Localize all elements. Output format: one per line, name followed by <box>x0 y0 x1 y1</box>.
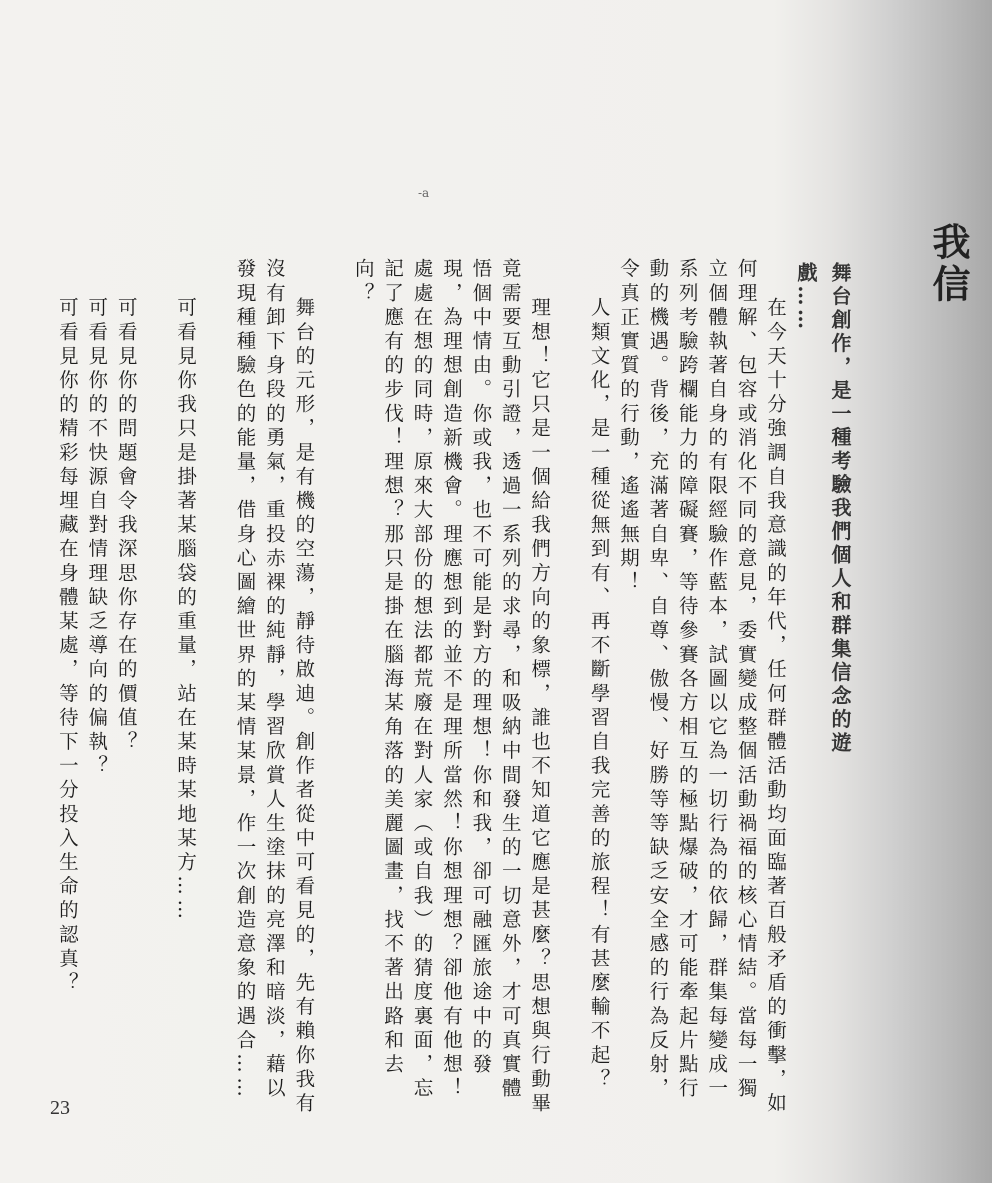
page-number: 23 <box>50 1097 70 1119</box>
paragraph-culture: 人類文化，是一種從無到有、再不斷學習自我完善的旅程！有甚麼輸不起？ <box>587 297 611 1093</box>
paragraph-stage: 舞台的元形，是有機的空蕩，靜待啟迪。創作者從中可看見的，先有賴你我有沒有卸下身段的勇氣，重投赤裸的純靜，學習欣賞人生塗抹的亮澤和暗淡，藉以發現種種驗色的能量，借身心圖繪世界的某情某景，作一次創造意象的遇合…… <box>233 258 316 1117</box>
page-subtitle: 舞台創作，是一種考驗我們個人和群集信念的遊戲…… <box>794 262 852 756</box>
paragraph-intro: 在今天十分強調自我意識的年代，任何群體活動均面臨著百般矛盾的衝擊，如何理解、包容或消化不同的意見，委實變成整個活動禍福的核心情結。當每一獨立個體執著自身的有限經驗作藍本，試圖以它為一切行為的依歸，群集每變成一系列考驗跨欄能力的障礙賽，等待參賽各方相互的極點爆破，才可能牽起片點行動的機遇。背後，充滿著自卑、自尊、傲慢、好勝等等缺乏安全感的行為反射，令真正實質的行動，遙遙無期！ <box>616 258 787 1117</box>
verse-line-1: 可看見你我只是掛著某腦袋的重量，站在某時某地某方…… <box>174 297 198 924</box>
verse-line-4: 可看見你的精彩每埋藏在身體某處，等待下一分投入生命的認真？ <box>55 297 79 996</box>
verse-line-2: 可看見你的問題會令我深思你存在的價值？ <box>114 297 138 755</box>
verse-line-3: 可看見你的不快源自對情理缺乏導向的偏執？ <box>85 297 109 779</box>
stray-print-mark: -a <box>418 186 430 200</box>
paragraph-ideal: 理想！它只是一個給我們方向的象標，誰也不知道它應是甚麼？思想與行動畢竟需要互動引證，透過一系列的求尋，和吸納中間發生的一切意外，才可真實體悟個中情由。你或我，也不可能是對方的理想！你和我，卻可融匯旅途中的發現，為理想創造新機會。理應想到的並不是理所當然！你想理想？卻他有他想！處處在想的同時，原來大部份的想法都荒廢在對人家（或自我）的猜度裏面，忘記了應有的步伐！理想？那只是掛在腦海某角落的美麗圖畫，找不著出路和去向？ <box>351 258 552 1117</box>
body-text <box>52 258 790 1118</box>
page-title: 我信 <box>926 222 971 306</box>
